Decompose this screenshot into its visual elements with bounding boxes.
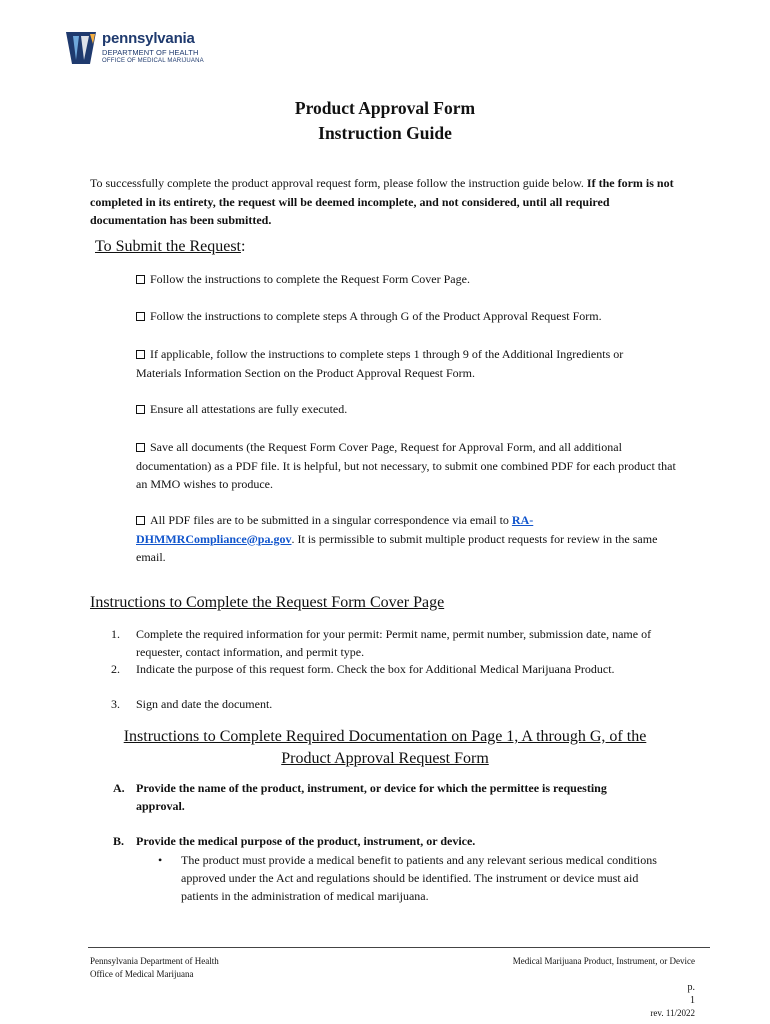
list-item-text: Indicate the purpose of this request form. Check the box for Additional Medical Marijuana Product.: [136, 662, 615, 676]
footer-right: [513, 955, 695, 1020]
docs-heading-line-1: Instructions to Complete Required Documentation on Page 1, A through G, of the: [123, 728, 647, 745]
checkbox-icon[interactable]: [136, 516, 145, 525]
logo-department-text: DEPARTMENT OF HEALTH: [102, 48, 199, 57]
submit-heading-colon: :: [240, 238, 246, 255]
list-item: [111, 696, 656, 714]
lettered-item-text: Provide the medical purpose of the product, instrument, or device.: [136, 834, 476, 848]
title-line-2: Instruction Guide: [318, 123, 452, 143]
docs-section-heading: [0, 726, 770, 770]
checklist-item-text: If applicable, follow the instructions to complete steps 1 through 9 of the Additional Ingredients or Materials Information Section on the Product Approval Request Form.: [136, 347, 624, 380]
footer-divider: [88, 947, 710, 948]
checklist-item-text: Follow the instructions to complete steps A through G of the Product Approval Request Form.: [150, 309, 602, 323]
footer-doc-name-line: [513, 955, 695, 1007]
document-title: [0, 96, 770, 146]
checklist-item: [136, 400, 347, 419]
lettered-item-letter: B.: [113, 834, 125, 848]
list-item-text: Complete the required information for your permit: Permit name, permit number, submission date, name of requester, contact information, and permit type.: [136, 627, 652, 659]
list-item-number: 2.: [111, 662, 120, 676]
lettered-item-letter: A.: [113, 781, 125, 795]
intro-paragraph: [90, 174, 685, 230]
list-item-number: 1.: [111, 627, 120, 641]
bullet-icon: •: [158, 853, 163, 867]
logo-office-text: OFFICE OF MEDICAL MARIJUANA: [102, 58, 204, 64]
checkbox-icon[interactable]: [136, 443, 145, 452]
list-item: [111, 661, 656, 697]
title-line-1: Product Approval Form: [294, 98, 476, 118]
email-link[interactable]: RA-DHMMRCompliance@pa.gov: [136, 513, 534, 546]
list-item-number: 3.: [111, 697, 120, 711]
checkbox-icon[interactable]: [136, 405, 145, 414]
checklist-item-text: Save all documents (the Request Form Cover Page, Request for Approval Form, and all additional documentation) as a PDF file. It is helpful, but not necessary, to submit one combined PDF for each product that an MMO wishes to produce.: [136, 440, 676, 491]
lettered-item: [113, 779, 658, 817]
footer-org-name: Pennsylvania Department of Health: [90, 956, 219, 966]
docs-heading-line-2: Product Approval Request Form: [281, 750, 489, 767]
bullet-item-text: The product must provide a medical benefit to patients and any relevant serious medical conditions approved under the Act and regulations should be identified. The instrument or device must aid patients in the administration of medical marijuana.: [181, 853, 657, 903]
pa-health-logo: [64, 30, 214, 74]
submit-section-heading: [95, 238, 245, 256]
checklist-item-text: Follow the instructions to complete the Request Form Cover Page.: [150, 272, 470, 286]
page-label: p.: [687, 982, 695, 993]
cover-section-heading: Instructions to Complete the Request Form Cover Page: [90, 594, 445, 611]
footer-doc-name: Medical Marijuana Product, Instrument, or Device: [512, 956, 695, 966]
checklist-item-text-before: All PDF files are to be submitted in a singular correspondence via email to: [150, 513, 512, 527]
intro-bold-text: If the form is not completed in its entirety, the request will be deemed incomplete, and not considered, until all required documentation has been submitted.: [90, 176, 674, 227]
list-item: [111, 626, 656, 662]
checkbox-icon[interactable]: [136, 275, 145, 284]
checklist-item: [136, 307, 602, 326]
logo-brand-text: pennsylvania: [102, 30, 195, 47]
footer-left: [90, 955, 219, 981]
checkbox-icon[interactable]: [136, 350, 145, 359]
footer-revision: rev. 11/2022: [650, 1008, 695, 1018]
lettered-item: [113, 832, 658, 850]
checkbox-icon[interactable]: [136, 312, 145, 321]
page-number: [513, 981, 695, 1007]
checklist-item: [136, 345, 636, 382]
lettered-item-text: Provide the name of the product, instrument, or device for which the permittee is requesting approval.: [136, 781, 607, 813]
checklist-item-text: Ensure all attestations are fully executed.: [150, 402, 348, 416]
submit-heading-text: To Submit the Request: [95, 238, 241, 255]
intro-plain-text: To successfully complete the product approval request form, please follow the instruction guide below.: [90, 176, 587, 190]
keystone-logo-icon: [64, 30, 98, 66]
list-item-text: Sign and date the document.: [136, 697, 273, 711]
page-number-value: 1: [690, 995, 695, 1006]
footer-office-name: Office of Medical Marijuana: [90, 969, 194, 979]
checklist-item: [136, 511, 681, 567]
checklist-item-text-after: . It is permissible to submit multiple product requests for review in the same email.: [136, 531, 658, 564]
checklist-item: [136, 270, 470, 289]
checklist-item: [136, 438, 681, 494]
